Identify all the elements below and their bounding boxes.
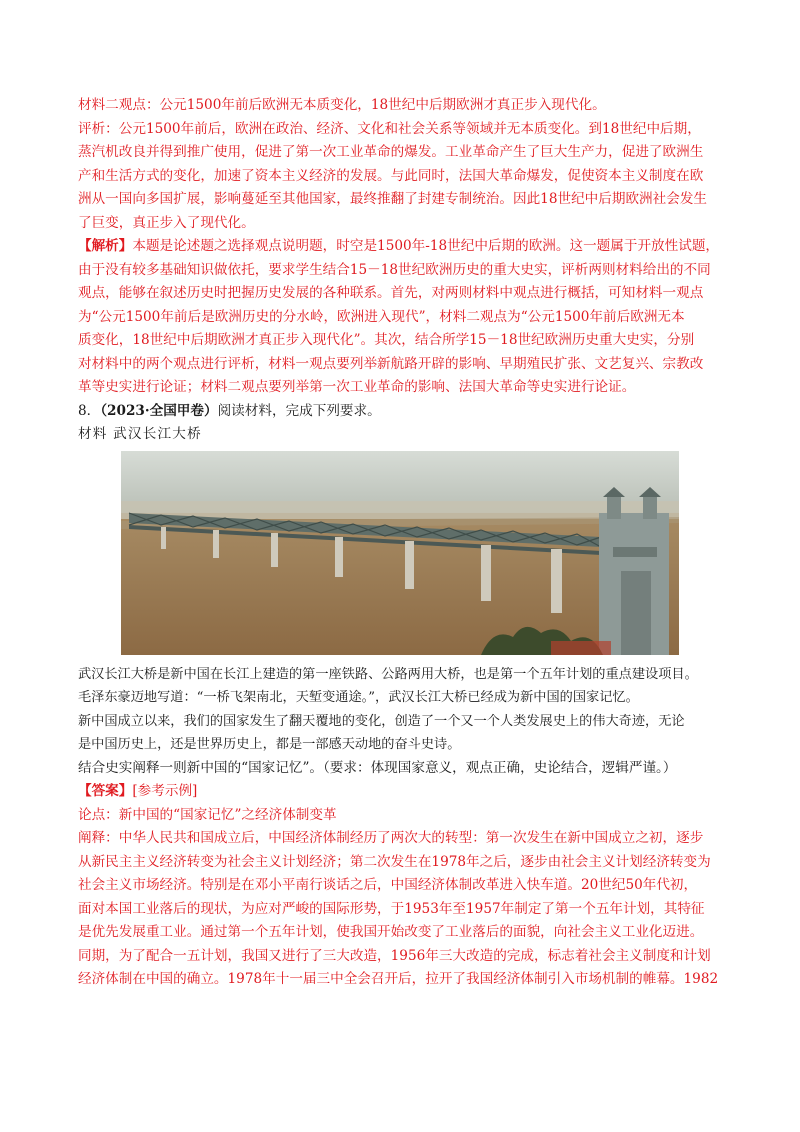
answer-label: 【答案】: [78, 783, 133, 799]
analysis-line: 革等史实进行论证；材料二观点要列举第一次工业革命的影响、法国大革命等史实进行论证。: [78, 379, 636, 395]
question-number: 8．: [78, 402, 101, 419]
explanation-line: 阐释：中华人民共和国成立后，中国经济体制经历了两次大的转型：第一次发生在新中国成立之初，逐步: [78, 830, 704, 846]
question-text: 结合史实阐释一则新中国的“国家记忆”。（要求：体现国家意义，观点正确，史论结合，逻辑严谨。）: [78, 759, 677, 776]
material-line: 是中国历史上，还是世界历史上，都是一部感天动地的奋斗史诗。: [78, 737, 461, 752]
thesis: 论点：新中国的“国家记忆”之经济体制变革: [78, 806, 337, 823]
comment-block: [78, 118, 728, 236]
bridge-photo: [121, 451, 679, 655]
material2-view: 材料二观点：公元1500年前后欧洲无本质变化，18世纪中后期欧洲才真正步入现代化。: [78, 97, 606, 113]
comment-line: 洲从一国向多国扩展，影响蔓延至其他国家，最终推翻了封建专制统治。因此18世纪中后期欧洲社会发生: [78, 191, 708, 207]
answer-header: [78, 780, 728, 804]
answer-reference: [参考示例]: [132, 783, 198, 799]
analysis-block: [78, 235, 728, 400]
analysis-line: 质变化，18世纪中后期欧洲才真正步入现代化”。其次，结合所学15－18世纪欧洲历史重大史实，分别: [78, 332, 695, 348]
material-line: 毛泽东豪迈地写道：“一桥飞架南北，天堑变通途。”，武汉长江大桥已经成为新中国的国家记忆。: [78, 690, 639, 705]
question-8-header: [78, 400, 728, 424]
explanation-line: 经济体制在中国的确立。1978年十一届三中全会召开后，拉开了我国经济体制引入市场机制的帷幕。1982: [78, 971, 719, 987]
question-instruction: 阅读材料，完成下列要求。: [217, 402, 381, 419]
analysis-label: 【解析】: [78, 238, 133, 254]
explanation-line: 面对本国工业落后的现状，为应对严峻的国际形势，于1953年至1957年制定了第一个五年计划，其特征: [78, 900, 705, 917]
analysis-line: [78, 235, 728, 259]
explanation-line: 是优先发展重工业。通过第一个五年计划，使我国开始改变了工业落后的面貌，向社会主义工业化迈进。: [78, 924, 704, 940]
comment-line: 了巨变，真正步入了现代化。: [78, 214, 255, 231]
document-page: [78, 94, 728, 992]
material-line: 武汉长江大桥是新中国在长江上建造的第一座铁路、公路两用大桥，也是第一个五年计划的重点建设项目。: [78, 666, 698, 682]
material-title: 材料 武汉长江大桥: [78, 426, 202, 442]
explanation-block: [78, 827, 728, 992]
explanation-line: 同期，为了配合一五计划，我国又进行了三大改造，1956年三大改造的完成，标志着社会主义制度和计划: [78, 947, 711, 964]
analysis-line: 对材料中的两个观点进行评析，材料一观点要列举新航路开辟的影响、早期殖民扩张、文艺复兴、宗教改: [78, 355, 704, 372]
comment-line: 产和生活方式的变化，加速了资本主义经济的发展。与此同时，法国大革命爆发，促使资本主义制度在欧: [78, 167, 704, 184]
analysis-line: 观点，能够在叙述历史时把握历史发展的各种联系。首先，对两则材料中观点进行概括，可知材料一观点: [78, 285, 704, 301]
question-source: （2023·全国甲卷）: [100, 402, 218, 419]
bridge-illustration: [121, 451, 679, 655]
comment-line: 蒸汽机改良并得到推广使用，促进了第一次工业革命的爆发。工业革命产生了巨大生产力，促进了欧洲生: [78, 144, 704, 160]
analysis-line: 由于没有较多基础知识做依托，要求学生结合15－18世纪欧洲历史的重大史实，评析两则材料给出的不同: [78, 261, 711, 278]
explanation-line: 社会主义市场经济。特别是在邓小平南行谈话之后，中国经济体制改革进入快车道。20世纪50年代初，: [78, 877, 698, 893]
material-text-block: [78, 663, 728, 757]
comment-line: 评析：公元1500年前后，欧洲在政治、经济、文化和社会关系等领域并无本质变化。到18世纪中后期，: [78, 120, 701, 137]
material-line: 新中国成立以来，我们的国家发生了翻天覆地的变化，创造了一个又一个人类发展史上的伟大奇迹，无论: [78, 713, 685, 729]
analysis-text: 本题是论述题之选择观点说明题，时空是1500年-18世纪中后期的欧洲。这一题属于开放性试题，: [132, 238, 720, 254]
explanation-line: 从新民主主义经济转变为社会主义计划经济；第二次发生在1978年之后，逐步由社会主义计划经济转变为: [78, 853, 711, 870]
analysis-line: 为“公元1500年前后是欧洲历史的分水岭，欧洲进入现代”，材料二观点为“公元1500年前后欧洲无本: [78, 308, 685, 325]
